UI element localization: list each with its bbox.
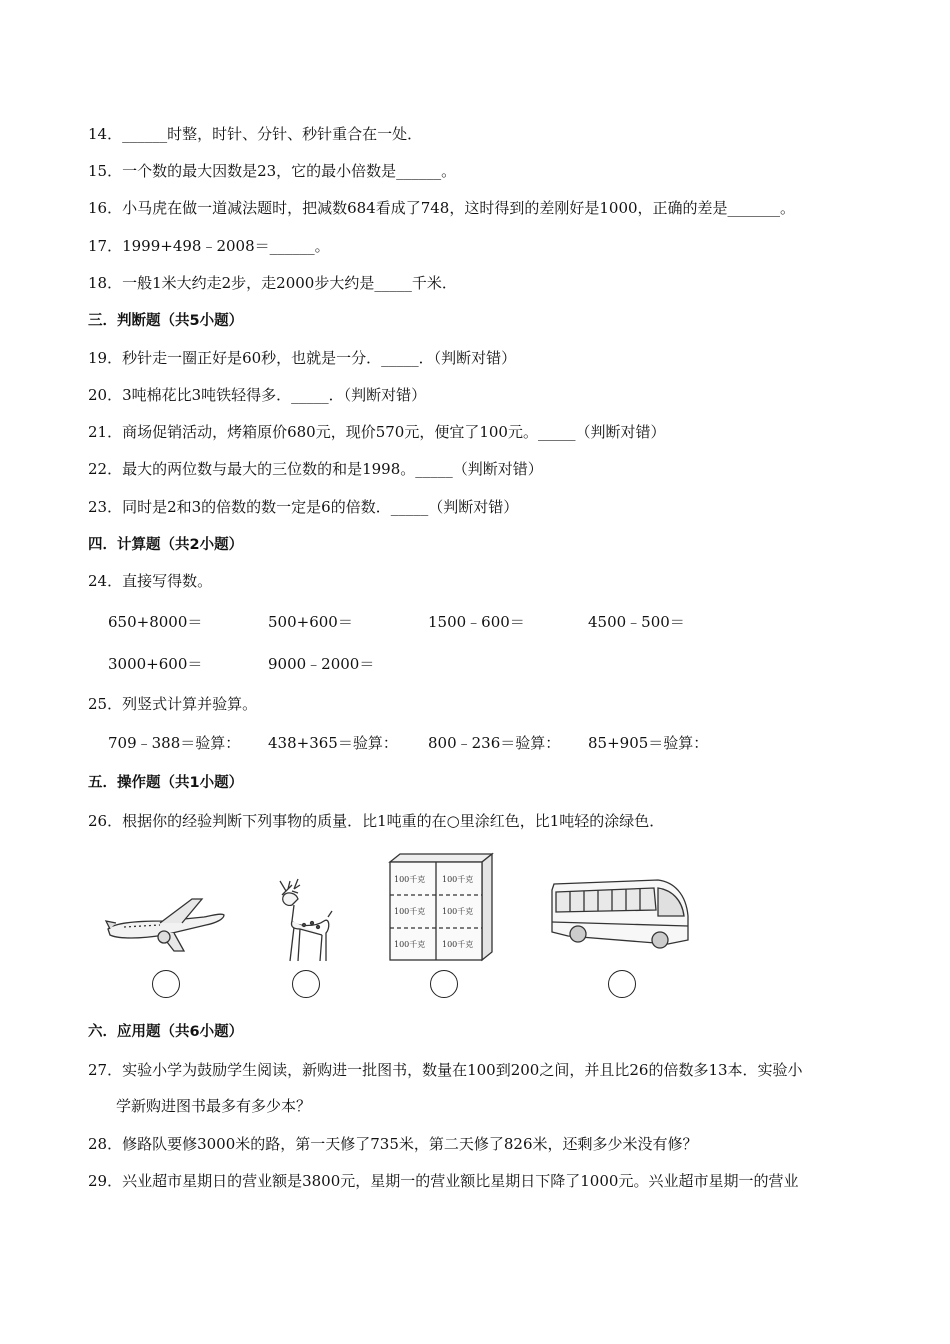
section-judgement-heading: 三．判断题（共5小题） [88,313,244,329]
question-16: 16．小马虎在做一道减法题时，把减数684看成了748，这时得到的差刚好是1000，正确的差是_______。 [88,199,796,217]
answer-circle[interactable] [292,970,320,998]
deer-picture [272,877,336,967]
question-17: 17．1999+498﹣2008＝______。 [88,237,330,255]
calc-item: 650+8000＝ [108,613,203,631]
question-23: 23．同时是2和3的倍数的数一定是6的倍数．_____（判断对错） [88,498,519,516]
bus-picture [548,876,692,952]
question-29: 29．兴业超市星期日的营业额是3800元，星期一的营业额比星期日下降了1000元。兴业超市星期一的营业 [88,1172,799,1190]
calc-item: 500+600＝ [268,613,353,631]
question-26: 26．根据你的经验判断下列事物的质量．比1吨重的在○里涂红色，比1吨轻的涂绿色． [88,812,665,830]
calc-item: 1500﹣600＝ [428,613,525,631]
calc-item: 3000+600＝ [108,655,203,673]
section-calculation-heading: 四．计算题（共2小题） [88,537,244,553]
box-label: 100千克 [442,907,474,916]
question-27: 27．实验小学为鼓励学生阅读，新购进一批图书，数量在100到200之间，并且比26的倍数多13本．实验小 [88,1061,803,1079]
question-21: 21．商场促销活动，烤箱原价680元，现价570元，便宜了100元。_____（判断对错） [88,423,666,441]
vertical-calc-item: 438+365＝验算： [268,734,398,752]
box-label: 100千克 [442,940,474,949]
answer-circle[interactable] [152,970,180,998]
answer-circle[interactable] [430,970,458,998]
question-14: 14．______时整，时针、分针、秒针重合在一处． [88,125,423,143]
question-24: 24．直接写得数。 [88,572,213,590]
question-28: 28．修路队要修3000米的路，第一天修了735米，第二天修了826米，还剩多少米没有修？ [88,1135,698,1153]
box-label: 100千克 [394,940,426,949]
vertical-calc-item: 800﹣236＝验算： [428,734,561,752]
box-label: 100千克 [394,907,426,916]
question-18: 18．一般1米大约走2步，走2000步大约是_____千米． [88,274,457,292]
vertical-calc-item: 85+905＝验算： [588,734,709,752]
stacked-boxes-picture [384,852,496,962]
calc-item: 4500﹣500＝ [588,613,685,631]
section-application-heading: 六．应用题（共6小题） [88,1024,244,1040]
question-25: 25．列竖式计算并验算。 [88,695,258,713]
vertical-calc-item: 709﹣388＝验算： [108,734,241,752]
question-15: 15．一个数的最大因数是23，它的最小倍数是______。 [88,162,457,180]
question-27-continued: 学新购进图书最多有多少本？ [116,1097,312,1115]
box-label: 100千克 [442,875,474,884]
calc-item: 9000﹣2000＝ [268,655,375,673]
question-20: 20．3吨棉花比3吨铁轻得多．_____．（判断对错） [88,386,427,404]
airplane-picture [104,893,228,957]
section-operation-heading: 五．操作题（共1小题） [88,775,244,791]
box-label: 100千克 [394,875,426,884]
question-19: 19．秒针走一圈正好是60秒，也就是一分．_____．（判断对错） [88,349,517,367]
answer-circle[interactable] [608,970,636,998]
question-22: 22．最大的两位数与最大的三位数的和是1998。_____（判断对错） [88,460,543,478]
